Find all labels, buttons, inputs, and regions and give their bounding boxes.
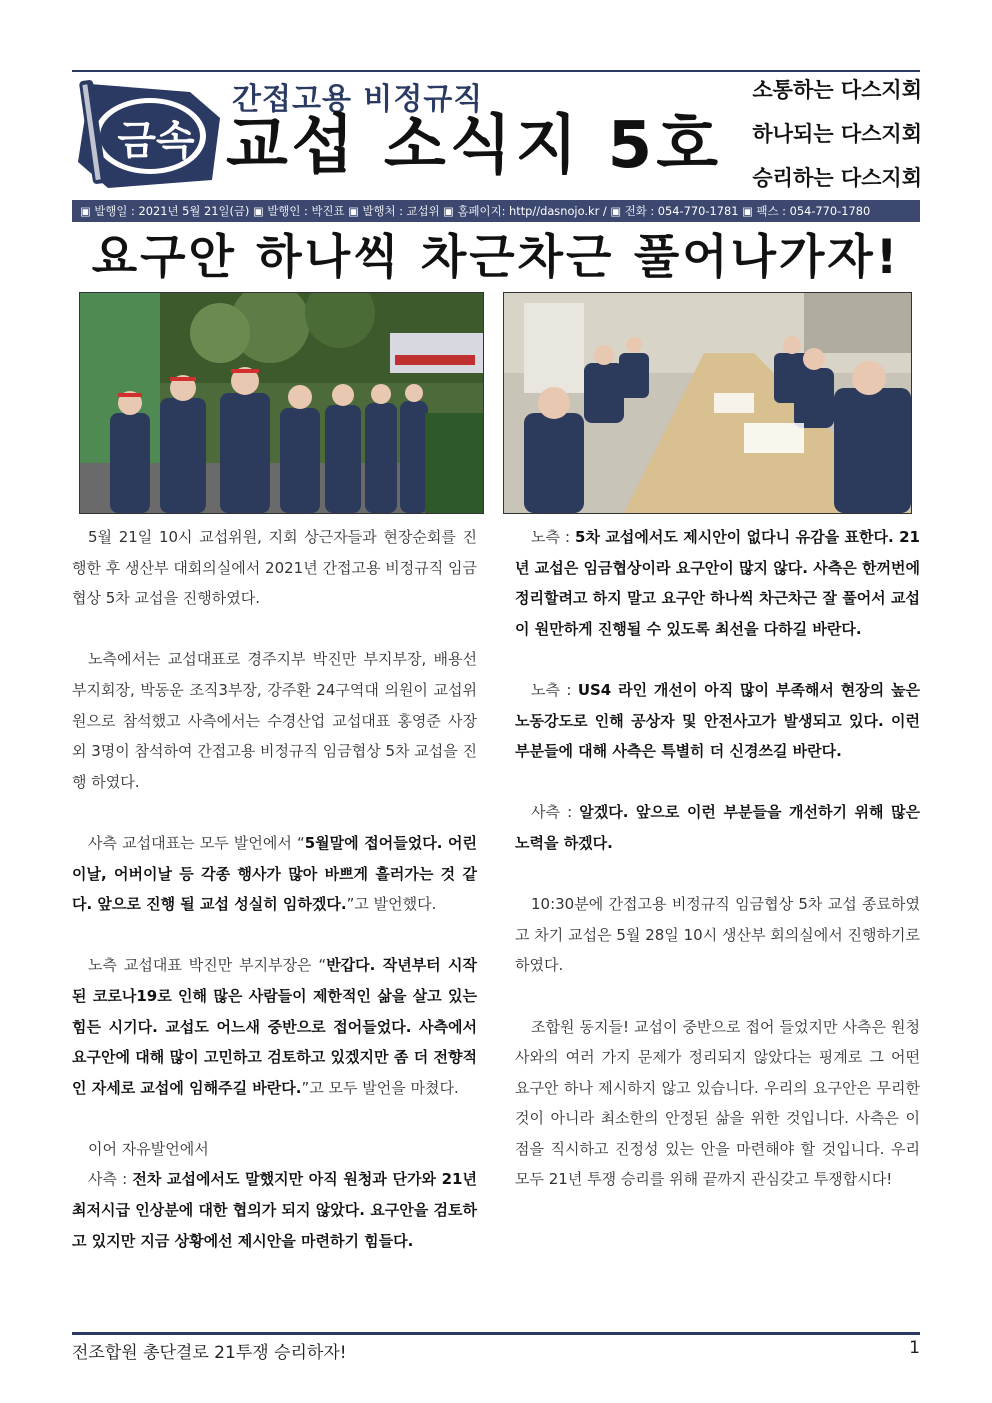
paragraph: 5월 21일 10시 교섭위원, 지회 상근자들과 현장순회를 진행한 후 생산부 대회의실에서 2021년 간접고용 비정규직 임금협상 5차 교섭을 진행하였다. [72, 528, 477, 608]
slogan-item: 하나되는 다스지회 [752, 122, 922, 146]
paragraph: 사측 교섭대표는 모두 발언에서 “5월말에 접어들었다. 어린이날, 어버이날 등 각종 행사가 많아 바쁘게 흘러가는 것 같다. 앞으로 진행 될 교섭 성실히 임하겠다.”고 발언했다. [72, 833, 477, 914]
page-number: 1 [909, 1338, 920, 1358]
paragraph: 노측 교섭대표 박진만 부지부장은 “반갑다. 작년부터 시작된 코로나19로 인해 많은 사람들이 제한적인 삶을 살고 있는 힘든 시기다. 교섭도 어느새 중반으로 접어들었다. 사측에서 요구안에 대해 많이 고민하고 검토하고 있겠지만 좀 더 전향적인 자세로 교섭에 임해주길 바란다.”고 모두 발언을 마쳤다. [72, 956, 477, 1097]
photo-meeting [503, 292, 912, 514]
paragraph: 조합원 동지들! 교섭이 중반으로 접어 들었지만 사측은 원청사와의 여러 가지 문제가 정리되지 않았다는 핑계로 그 어떤 요구안 하나 제시하지 않고 있습니다. 우리의 요구안은 무리한 것이 아니라 최소한의 안정된 삶을 위한 것입니다. 사측은 이 점을 직시하고 진정성 있는 안을 마련해야 할 것입니다. 우리 모두 21년 투쟁 승리를 위해 끝까지 관심갖고 투쟁합시다! [515, 1017, 920, 1189]
publication-info-bar: ▣ 발행일 : 2021년 5월 21일(금) ▣ 발행인 : 박진표 ▣ 발행처 : 교섭위 ▣ 홈페이지: http//dasnojo.kr / ▣ 전화 : 054-770-1781 ▣ 팩스 : 054-770-1780 [72, 200, 920, 222]
newsletter-title: 교섭 소식지 5호 [226, 109, 723, 183]
paragraph: 노측 : US4 라인 개선이 아직 많이 부족해서 현장의 높은 노동강도로 인해 공상자 및 안전사고가 발생되고 있다. 이런 부분들에 대해 사측은 특별히 더 신경쓰길 바란다. [515, 680, 920, 761]
headline: 요구안 하나씩 차근차근 풀어나가자! [91, 230, 901, 285]
paragraph: 10:30분에 간접고용 비정규직 임금협상 5차 교섭 종료하였고 차기 교섭은 5월 28일 10시 생산부 회의실에서 진행하기로 하였다. [515, 895, 920, 975]
article-left-column [72, 522, 477, 1287]
slogan-item: 소통하는 다스지회 [752, 78, 922, 102]
paragraph: 이어 자유발언에서 [88, 1139, 209, 1158]
paragraph: 노측에서는 교섭대표로 경주지부 박진만 부지부장, 배용선 부지회장, 박동운 조직3부장, 강주환 24구역대 의원이 교섭위원으로 참석했고 사측에서는 수경산업 교섭대표 홍영준 사장 외 3명이 참석하여 간접고용 비정규직 임금협상 5차 교섭을 진행 하였다. [72, 650, 477, 791]
paragraph: 노측 : 5차 교섭에서도 제시안이 없다니 유감을 표한다. 21년 교섭은 임금협상이라 요구안이 많지 않다. 사측은 한꺼번에 정리할려고 하지 말고 요구안 하나씩 차근차근 잘 풀어서 교섭이 원만하게 진행될 수 있도록 최선을 다하길 바란다. [515, 528, 920, 638]
slogan-list [746, 72, 922, 204]
article-right-column [515, 522, 920, 1226]
footer-slogan: 전조합원 총단결로 21투쟁 승리하자! [72, 1343, 347, 1363]
logo-text: 금속 [117, 118, 195, 164]
slogan-item: 승리하는 다스지회 [752, 166, 922, 190]
bottom-rule [72, 1332, 920, 1335]
photo-march [79, 292, 484, 514]
paragraph: 사측 : 전차 교섭에서도 말했지만 아직 원청과 단가와 21년 최저시급 인상분에 대한 협의가 되지 않았다. 요구안을 검토하고 있지만 지금 상황에선 제시안을 마련하기 힘들다. [72, 1170, 477, 1250]
union-logo [72, 72, 224, 190]
paragraph: 사측 : 알겠다. 앞으로 이런 부분들을 개선하기 위해 많은 노력을 하겠다. [515, 803, 920, 852]
newsletter-subtitle: 간접고용 비정규직 [232, 82, 484, 117]
